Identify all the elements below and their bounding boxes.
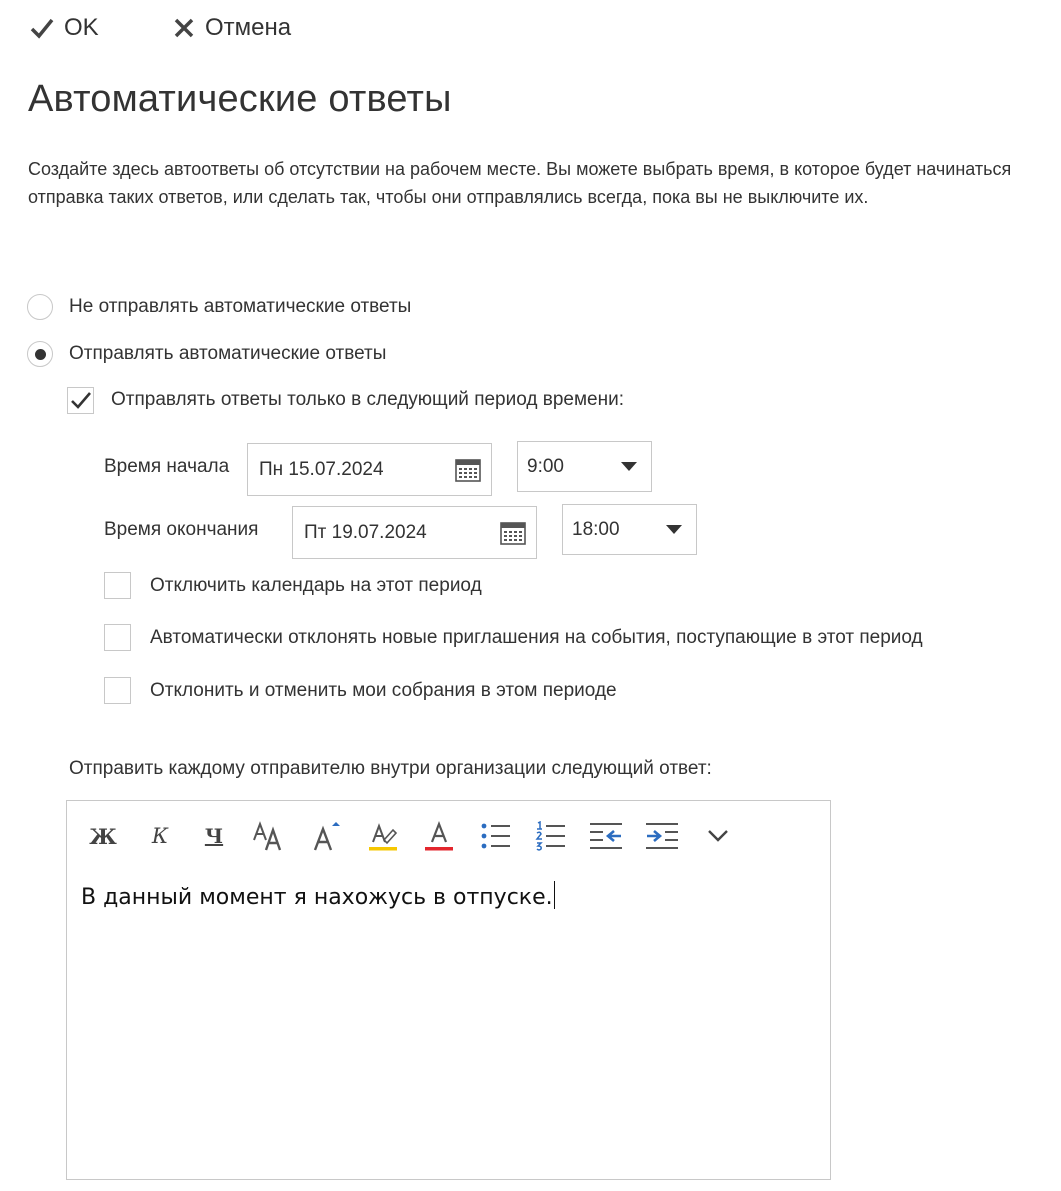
underline-icon: Ч	[204, 824, 224, 848]
only-period-label[interactable]: Отправлять ответы только в следующий период времени:	[111, 389, 624, 410]
reply-text: В данный момент я нахожусь в отпуске.	[81, 885, 553, 910]
reply-editor[interactable]	[66, 800, 831, 1180]
checkmark-icon	[30, 17, 54, 39]
calendar-icon[interactable]	[500, 521, 526, 545]
increase-indent-button[interactable]	[642, 819, 682, 853]
dont-send-radio[interactable]	[27, 294, 53, 320]
start-time-label: Время начала	[104, 456, 230, 477]
underline-button[interactable]	[194, 819, 234, 853]
end-date-picker[interactable]	[292, 506, 537, 559]
end-date-value: Пт 19.07.2024	[304, 521, 427, 543]
decrease-indent-icon	[589, 821, 623, 851]
text-caret	[554, 881, 555, 909]
end-time-select[interactable]	[562, 504, 697, 555]
font-color-button[interactable]	[419, 819, 459, 853]
font-size-button[interactable]	[250, 819, 290, 853]
bold-icon: Ж	[89, 823, 117, 849]
cancel-label: Отмена	[205, 14, 292, 41]
page-description: Создайте здесь автоответы об отсутствии на рабочем месте. Вы можете выбрать время, в которое будет начинаться отправка таких ответов, или сделать так, чтобы они отправлялись всегда, пока вы не выключите их.	[28, 159, 1012, 207]
chevron-down-icon	[621, 462, 637, 472]
end-time-label: Время окончания	[104, 519, 259, 540]
ok-label: OK	[64, 14, 99, 41]
block-calendar-label[interactable]: Отключить календарь на этот период	[150, 575, 482, 596]
increase-indent-icon	[645, 821, 679, 851]
decline-invitations-label[interactable]: Автоматически отклонять новые приглашения на события, поступающие в этот период	[150, 627, 923, 648]
reply-section-label: Отправить каждому отправителю внутри организации следующий ответ:	[69, 758, 712, 779]
checkmark-icon	[70, 391, 92, 411]
numbered-list-button[interactable]	[531, 819, 571, 853]
cancel-button[interactable]	[173, 14, 291, 42]
radio-selected-dot	[35, 349, 46, 360]
bulleted-list-button[interactable]	[476, 819, 516, 853]
block-calendar-checkbox[interactable]	[104, 572, 131, 599]
page-title: Автоматические ответы	[28, 78, 452, 120]
start-date-picker[interactable]	[247, 443, 492, 496]
close-icon	[173, 17, 195, 39]
highlighter-icon	[367, 820, 399, 852]
font-color-icon	[423, 820, 455, 852]
chevron-down-icon	[666, 525, 682, 535]
send-label[interactable]: Отправлять автоматические ответы	[69, 343, 387, 364]
start-time-select[interactable]	[517, 441, 652, 492]
only-period-checkbox[interactable]	[67, 387, 94, 414]
editor-content[interactable]	[81, 881, 555, 910]
end-time-value: 18:00	[572, 518, 620, 540]
bulleted-list-icon	[480, 821, 512, 851]
font-size-icon	[252, 820, 288, 852]
send-radio[interactable]	[27, 341, 53, 367]
cancel-meetings-label[interactable]: Отклонить и отменить мои собрания в этом периоде	[150, 680, 617, 701]
grow-font-icon	[312, 820, 342, 852]
dont-send-label[interactable]: Не отправлять автоматические ответы	[69, 296, 412, 317]
start-time-value: 9:00	[527, 455, 564, 477]
decline-invitations-checkbox[interactable]	[104, 624, 131, 651]
italic-icon: К	[151, 824, 169, 848]
highlight-button[interactable]	[363, 819, 403, 853]
bold-button[interactable]	[83, 819, 123, 853]
decrease-indent-button[interactable]	[586, 819, 626, 853]
chevron-down-icon	[707, 829, 729, 843]
italic-button[interactable]	[140, 819, 180, 853]
grow-font-button[interactable]	[307, 819, 347, 853]
cancel-meetings-checkbox[interactable]	[104, 677, 131, 704]
more-options-button[interactable]	[698, 819, 738, 853]
start-date-value: Пн 15.07.2024	[259, 458, 384, 480]
calendar-icon[interactable]	[455, 458, 481, 482]
numbered-list-icon	[535, 821, 567, 851]
ok-button[interactable]	[30, 14, 99, 42]
